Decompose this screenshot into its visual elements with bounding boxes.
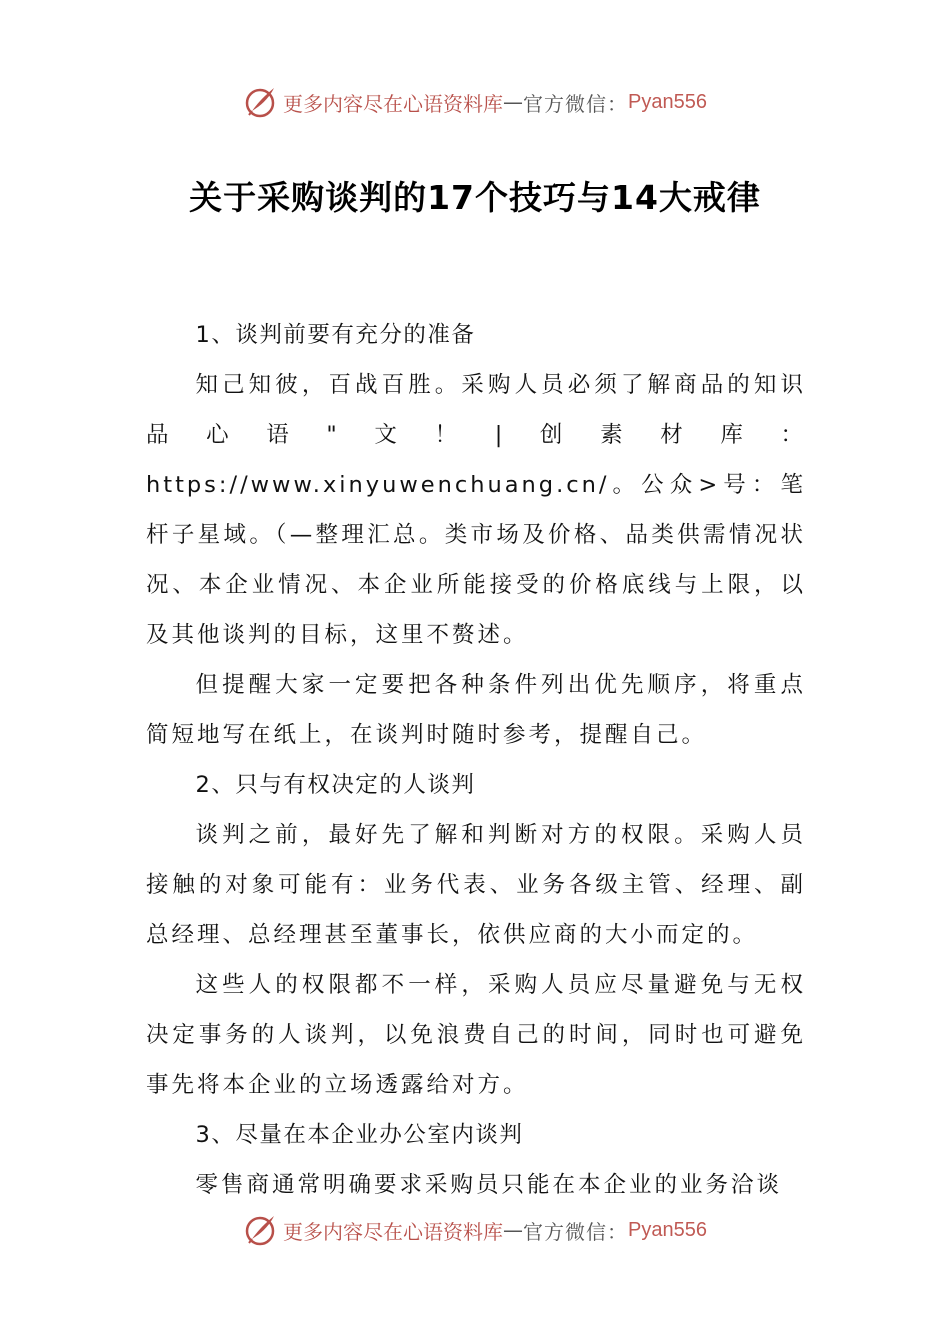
banner-contact-id: Pyan556 [628, 1218, 707, 1241]
banner-contact-id: Pyan556 [628, 90, 707, 113]
section-heading: 1、谈判前要有充分的准备 [195, 322, 476, 348]
header-watermark-banner [0, 82, 950, 122]
body-paragraph: 但提醒大家一定要把各种条件列出优先顺序，将重点简短地写在纸上，在谈判时随时参考，提醒自己。 [146, 672, 806, 748]
banner-brand: 更多内容尽在心语资料库 [283, 1219, 504, 1244]
section-heading: 3、尽量在本企业办公室内谈判 [195, 1122, 524, 1148]
banner-contact-label: 官方微信： [523, 1219, 629, 1244]
footer-watermark-banner [0, 1210, 950, 1250]
body-paragraph: 这些人的权限都不一样，采购人员应尽量避免与无权决定事务的人谈判，以免浪费自己的时间，同时也可避免事先将本企业的立场透露给对方。 [146, 972, 806, 1098]
section-heading: 2、只与有权决定的人谈判 [195, 772, 476, 798]
document-body [146, 310, 806, 1210]
banner-contact-label: 官方微信： [523, 91, 629, 116]
document-title: 关于采购谈判的17个技巧与14大戒律 [189, 178, 761, 217]
quill-logo-icon [243, 1212, 279, 1248]
banner-separator: — [503, 90, 524, 114]
body-paragraph: 零售商通常明确要求采购员只能在本企业的业务洽谈 [195, 1172, 783, 1198]
body-paragraph: 知己知彼，百战百胜。采购人员必须了解商品的知识品心语"文！|创素材库：https://www.xinyuwenchuang.cn/。公众>号：笔杆子星域。（—整理汇总。类市场及价格、品类供需情况状况、本企业情况、本企业所能接受的价格底线与上限，以及其他谈判的目标，这里不赘述。 [146, 372, 806, 648]
body-paragraph: 谈判之前，最好先了解和判断对方的权限。采购人员接触的对象可能有：业务代表、业务各级主管、经理、副总经理、总经理甚至董事长，依供应商的大小而定的。 [146, 822, 806, 948]
banner-brand: 更多内容尽在心语资料库 [283, 91, 504, 116]
quill-logo-icon [243, 84, 279, 120]
banner-separator: — [503, 1218, 524, 1242]
